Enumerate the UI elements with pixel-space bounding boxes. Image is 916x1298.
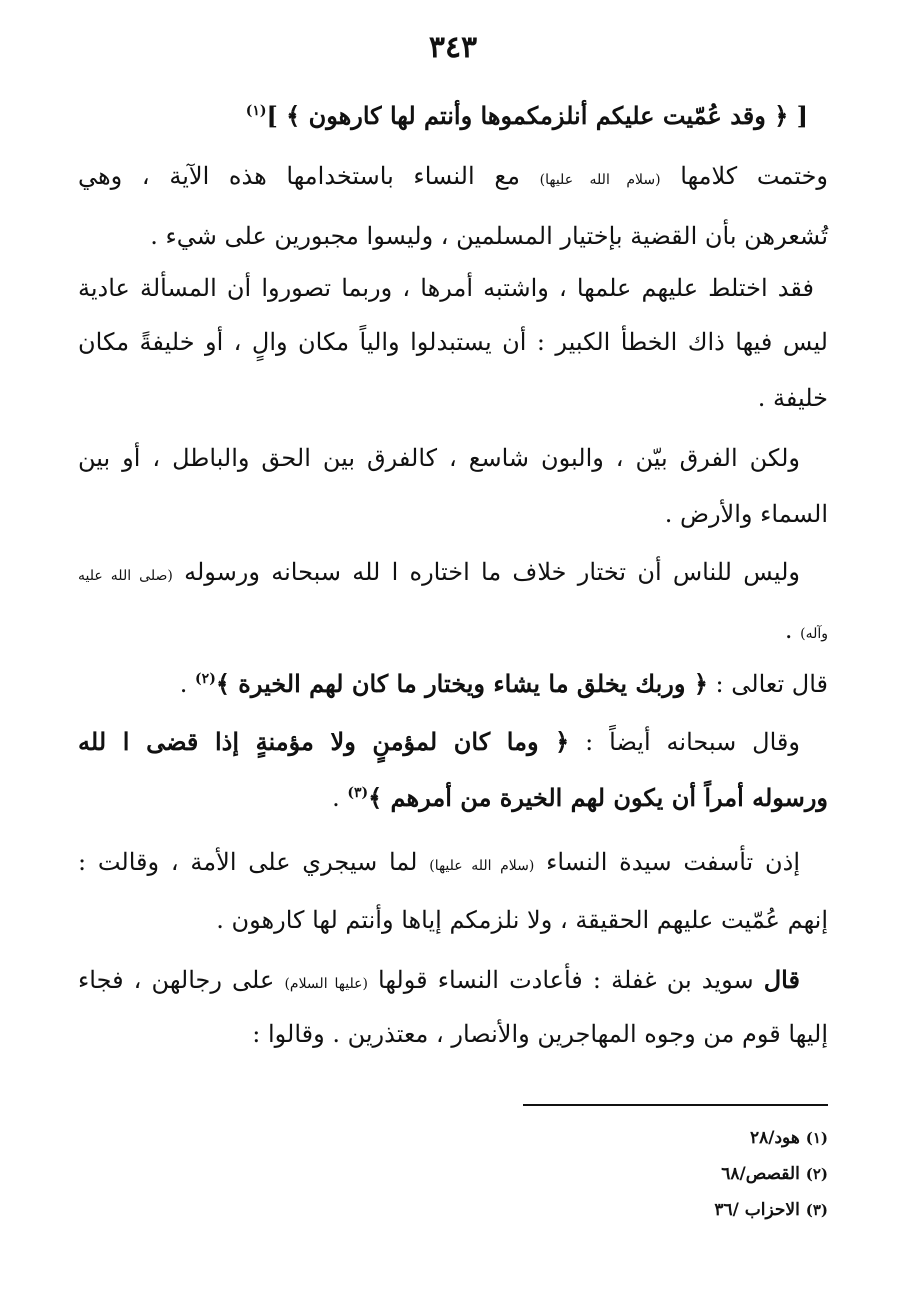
text-line [78,560,800,584]
quran-verse: ورسوله أمراً أن يكون لهم الخيرة من أمرهم ﴾ [368,783,828,812]
text-line [78,965,800,994]
text-line [78,618,828,642]
text-segment: ولكن الفرق بيّن ، والبون شاسع ، كالفرق بين الحق والباطل ، أو بين [78,444,800,472]
honorific: (عليها السلام) [284,976,368,992]
footnote-number: (٢) [805,1165,828,1183]
text-segment: إذن تأسفت سيدة النساء [546,848,800,876]
honorific: (سلام الله عليها) [539,172,661,188]
footnote-text: القصص/٦٨ [721,1164,800,1184]
text-segment: ليس فيها ذاك الخطأ الكبير : أن يستبدلوا والياً مكان والٍ ، أو خليفةً مكان [78,328,828,356]
text-line [78,1022,828,1046]
text-segment: . [784,616,793,644]
verse-text: [ ﴿ وقد عُمّيت عليكم أنلزمكموها وأنتم لها كارهون ﴾ ] [266,101,808,130]
quran-quote-line [78,669,828,698]
text-line [78,850,800,874]
verse-heading [78,101,808,130]
text-line [78,908,828,932]
honorific: (سلام الله عليها) [429,858,535,874]
text-segment: مع النساء باستخدامها هذه الآية ، وهي [78,162,520,190]
book-page [78,0,828,1298]
footnote-text: الاحزاب /٣٦ [714,1200,800,1220]
footnote-ref-3: (٣) [347,785,369,801]
text-segment: . [332,784,340,812]
text-segment: خليفة . [757,384,828,412]
text-segment: السماء والأرض . [664,500,828,528]
text-line [78,502,828,526]
text-segment-bold: قال [763,965,800,994]
text-segment: تُشعرهن بأن القضية بإختيار المسلمين ، وليسوا مجبورين على شيء . [150,222,828,250]
text-line [78,386,828,410]
text-line [78,224,828,248]
footnote-ref-1: (١) [245,103,267,119]
quran-quote-line [78,727,800,756]
text-segment: على رجالهن ، فجاء [78,966,275,994]
text-segment: وليس للناس أن تختار خلاف ما اختاره ا لله سبحانه ورسوله [184,558,800,586]
honorific: (صلى الله عليه [78,568,173,584]
quran-quote-line [78,783,828,812]
page-number: ٣٤٣ [428,30,478,65]
footnote-2 [721,1164,828,1184]
honorific: وآله) [800,626,828,642]
text-segment: وقال سبحانه أيضاً : [585,728,800,756]
text-segment: فقد اختلط عليهم علمها ، واشتبه أمرها ، وربما تصوروا أن المسألة عادية [78,274,814,302]
quran-verse: ﴿ وما كان لمؤمنٍ ولا مؤمنةٍ إذا قضى ا لله [78,727,570,756]
footnote-text: هود/٢٨ [750,1128,800,1148]
text-segment: . [179,670,188,698]
footnote-3 [714,1200,828,1220]
footnote-1 [750,1128,828,1148]
text-segment: قال تعالى : [715,670,828,698]
text-segment: إنهم عُمّيت عليهم الحقيقة ، ولا نلزمكم إياها وأنتم لها كارهون . [216,906,828,934]
text-segment: سويد بن غفلة : فأعادت النساء قولها [378,966,754,994]
text-segment: وختمت كلامها [680,162,829,190]
text-line [78,164,828,188]
footnote-number: (١) [805,1129,828,1147]
footnote-separator [523,1104,828,1106]
text-segment: لما سيجري على الأمة ، وقالت : [78,848,418,876]
quran-verse: ﴿ وربك يخلق ما يشاء ويختار ما كان لهم الخيرة ﴾ [215,669,708,698]
footnote-number: (٣) [805,1201,828,1219]
text-segment: إليها قوم من وجوه المهاجرين والأنصار ، معتذرين . وقالوا : [252,1020,828,1048]
text-line [78,330,828,354]
text-line [78,276,814,300]
footnote-ref-2: (٢) [195,671,216,687]
text-line [78,446,800,470]
